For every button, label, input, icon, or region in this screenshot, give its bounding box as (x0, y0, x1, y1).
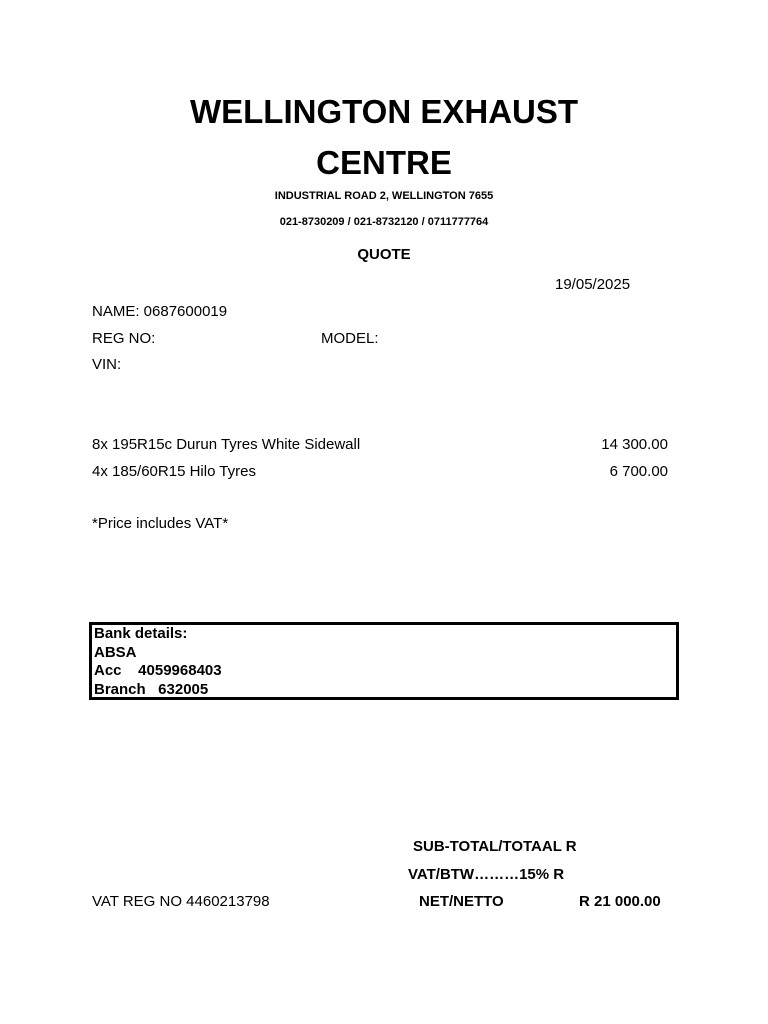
document-date: 19/05/2025 (555, 276, 631, 293)
subtotal-label: SUB-TOTAL/TOTAAL R (413, 838, 577, 855)
bank-details-box (89, 622, 679, 700)
document-title: QUOTE (357, 246, 411, 263)
vat-note: *Price includes VAT* (92, 515, 229, 532)
company-name-line-1: WELLINGTON EXHAUST (189, 93, 579, 130)
line-item-description: 4x 185/60R15 Hilo Tyres (92, 463, 256, 480)
vat-reg-number: VAT REG NO 4460213798 (92, 893, 270, 910)
customer-name: NAME: 0687600019 (92, 303, 228, 320)
bank-account: Acc 4059968403 (94, 662, 222, 679)
company-phones: 021-8730209 / 021-8732120 / 0711777764 (279, 216, 489, 228)
bank-details-heading: Bank details: (94, 625, 188, 642)
net-label: NET/NETTO (419, 893, 504, 910)
bank-branch: Branch 632005 (94, 680, 209, 698)
vat-label: VAT/BTW………15% R (408, 866, 565, 883)
model-label: MODEL: (321, 330, 379, 347)
company-name-line-2: CENTRE (316, 144, 452, 181)
line-item-price: 6 700.00 (609, 463, 668, 480)
company-address: INDUSTRIAL ROAD 2, WELLINGTON 7655 (274, 190, 494, 202)
vin-label: VIN: (92, 356, 122, 373)
bank-name: ABSA (94, 643, 137, 661)
company-name (0, 86, 768, 188)
net-total: R 21 000.00 (579, 893, 661, 910)
line-item-description: 8x 195R15c Durun Tyres White Sidewall (92, 436, 361, 453)
reg-no-label: REG NO: (92, 330, 156, 347)
line-item-price: 14 300.00 (601, 436, 668, 453)
